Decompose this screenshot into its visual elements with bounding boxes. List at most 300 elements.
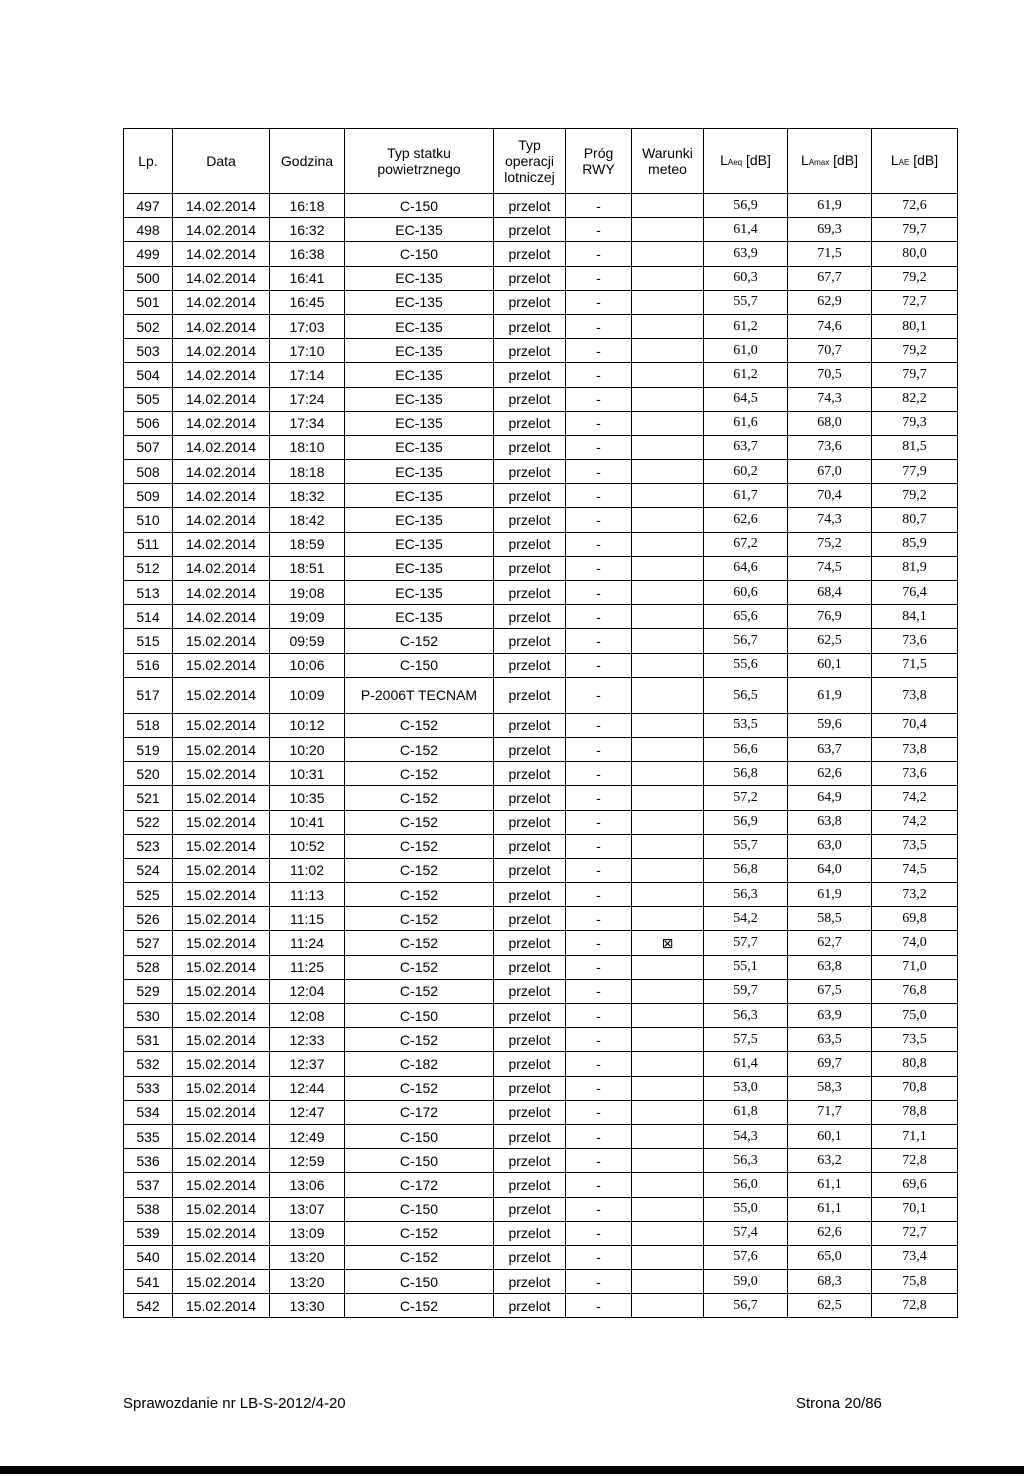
cell-threshold: -: [566, 834, 632, 858]
cell-lamax: 59,6: [788, 713, 872, 737]
cell-threshold: -: [566, 242, 632, 266]
cell-lae: 80,0: [872, 242, 958, 266]
cell-date: 15.02.2014: [173, 713, 270, 737]
cell-date: 15.02.2014: [173, 1149, 270, 1173]
cell-weather: [632, 435, 704, 459]
table-header-row: [124, 129, 958, 194]
cell-lae: 84,1: [872, 605, 958, 629]
table-row: [124, 460, 958, 484]
cell-lp: 542: [124, 1294, 173, 1318]
cell-weather: [632, 883, 704, 907]
cell-date: 15.02.2014: [173, 955, 270, 979]
table-row: [124, 508, 958, 532]
cell-threshold: -: [566, 1270, 632, 1294]
cell-laeq: 54,3: [704, 1124, 788, 1148]
cell-operation: przelot: [494, 1004, 566, 1028]
cell-weather: [632, 1149, 704, 1173]
table-row: [124, 1149, 958, 1173]
cell-lp: 520: [124, 762, 173, 786]
cell-time: 13:07: [270, 1197, 345, 1221]
cell-operation: przelot: [494, 1028, 566, 1052]
cell-lamax: 69,7: [788, 1052, 872, 1076]
cell-lamax: 60,1: [788, 1124, 872, 1148]
cell-operation: przelot: [494, 508, 566, 532]
cell-lamax: 70,5: [788, 363, 872, 387]
cell-lp: 529: [124, 979, 173, 1003]
cell-lae: 69,8: [872, 907, 958, 931]
cell-lp: 510: [124, 508, 173, 532]
cell-lp: 532: [124, 1052, 173, 1076]
cell-operation: przelot: [494, 955, 566, 979]
table-row: [124, 713, 958, 737]
cell-lp: 534: [124, 1100, 173, 1124]
cell-operation: przelot: [494, 979, 566, 1003]
table-row: [124, 1245, 958, 1269]
cell-date: 15.02.2014: [173, 1052, 270, 1076]
cell-laeq: 61,8: [704, 1100, 788, 1124]
cell-weather: [632, 762, 704, 786]
cell-laeq: 56,9: [704, 194, 788, 218]
cell-laeq: 61,4: [704, 218, 788, 242]
table-row: [124, 266, 958, 290]
cell-date: 15.02.2014: [173, 1197, 270, 1221]
cell-lp: 504: [124, 363, 173, 387]
cell-weather: [632, 834, 704, 858]
cell-operation: przelot: [494, 242, 566, 266]
cell-lp: 517: [124, 677, 173, 713]
lamax-subscript: Amax: [808, 157, 830, 167]
report-number: Sprawozdanie nr LB-S-2012/4-20: [123, 1395, 346, 1412]
cell-lp: 527: [124, 931, 173, 955]
cell-laeq: 61,6: [704, 411, 788, 435]
lamax-unit: [dB]: [829, 151, 859, 168]
cell-laeq: 56,5: [704, 677, 788, 713]
table-row: [124, 314, 958, 338]
cell-weather: [632, 460, 704, 484]
cell-lae: 73,6: [872, 629, 958, 653]
cell-threshold: -: [566, 411, 632, 435]
cell-time: 10:31: [270, 762, 345, 786]
cell-aircraft-type: EC-135: [345, 435, 494, 459]
table-row: [124, 762, 958, 786]
cell-threshold: -: [566, 1124, 632, 1148]
cell-date: 14.02.2014: [173, 387, 270, 411]
cell-threshold: -: [566, 532, 632, 556]
cell-lae: 73,4: [872, 1245, 958, 1269]
cell-time: 16:41: [270, 266, 345, 290]
cell-operation: przelot: [494, 629, 566, 653]
cell-aircraft-type: C-152: [345, 955, 494, 979]
cell-weather: [632, 411, 704, 435]
cell-weather: [632, 314, 704, 338]
cell-aircraft-type: C-150: [345, 653, 494, 677]
cell-laeq: 56,8: [704, 858, 788, 882]
cell-operation: przelot: [494, 1221, 566, 1245]
cell-aircraft-type: P-2006T TECNAM: [345, 677, 494, 713]
table-row: [124, 810, 958, 834]
cell-lamax: 62,6: [788, 762, 872, 786]
cell-operation: przelot: [494, 314, 566, 338]
cell-lamax: 74,6: [788, 314, 872, 338]
cell-weather: [632, 484, 704, 508]
cell-laeq: 53,5: [704, 713, 788, 737]
cell-operation: przelot: [494, 786, 566, 810]
cell-weather: [632, 1173, 704, 1197]
cell-lp: 538: [124, 1197, 173, 1221]
cell-operation: przelot: [494, 834, 566, 858]
cell-weather: [632, 786, 704, 810]
cell-lamax: 76,9: [788, 605, 872, 629]
cell-operation: przelot: [494, 435, 566, 459]
lae-symbol: L: [890, 151, 899, 168]
cell-date: 14.02.2014: [173, 411, 270, 435]
table-row: [124, 1221, 958, 1245]
cell-aircraft-type: C-152: [345, 762, 494, 786]
cell-threshold: -: [566, 762, 632, 786]
col-header-warunki: Warunki meteo: [632, 129, 704, 194]
cell-date: 15.02.2014: [173, 1270, 270, 1294]
cell-lae: 74,5: [872, 858, 958, 882]
cell-lamax: 70,4: [788, 484, 872, 508]
cell-date: 15.02.2014: [173, 1173, 270, 1197]
cell-aircraft-type: EC-135: [345, 266, 494, 290]
cell-date: 15.02.2014: [173, 762, 270, 786]
cell-aircraft-type: C-150: [345, 242, 494, 266]
cell-threshold: -: [566, 484, 632, 508]
table-row: [124, 435, 958, 459]
cell-time: 13:20: [270, 1245, 345, 1269]
cell-date: 15.02.2014: [173, 1221, 270, 1245]
cell-weather: [632, 629, 704, 653]
cell-lae: 82,2: [872, 387, 958, 411]
cell-lp: 501: [124, 290, 173, 314]
cell-date: 15.02.2014: [173, 931, 270, 955]
cell-time: 11:13: [270, 883, 345, 907]
cell-weather: [632, 1221, 704, 1245]
cell-threshold: -: [566, 266, 632, 290]
cell-lamax: 69,3: [788, 218, 872, 242]
cell-laeq: 60,2: [704, 460, 788, 484]
cell-time: 12:59: [270, 1149, 345, 1173]
cell-weather: [632, 979, 704, 1003]
cell-date: 15.02.2014: [173, 810, 270, 834]
laeq-symbol: L: [720, 151, 728, 168]
cell-time: 16:32: [270, 218, 345, 242]
cell-operation: przelot: [494, 810, 566, 834]
cell-lae: 79,7: [872, 218, 958, 242]
cell-lp: 515: [124, 629, 173, 653]
cell-date: 15.02.2014: [173, 1028, 270, 1052]
cell-threshold: -: [566, 435, 632, 459]
cell-aircraft-type: C-152: [345, 834, 494, 858]
cell-lamax: 63,0: [788, 834, 872, 858]
table-row: [124, 979, 958, 1003]
cell-threshold: -: [566, 713, 632, 737]
cell-time: 10:20: [270, 737, 345, 761]
cell-lae: 73,5: [872, 834, 958, 858]
cell-weather: [632, 1197, 704, 1221]
cell-laeq: 57,7: [704, 931, 788, 955]
cell-laeq: 57,5: [704, 1028, 788, 1052]
table-row: [124, 1124, 958, 1148]
cell-time: 13:06: [270, 1173, 345, 1197]
cell-lamax: 61,1: [788, 1173, 872, 1197]
table-row: [124, 1270, 958, 1294]
cell-lp: 539: [124, 1221, 173, 1245]
cell-operation: przelot: [494, 762, 566, 786]
cell-lae: 73,8: [872, 737, 958, 761]
cell-weather: [632, 858, 704, 882]
cell-threshold: -: [566, 677, 632, 713]
table-row: [124, 1173, 958, 1197]
cell-laeq: 61,0: [704, 339, 788, 363]
cell-time: 11:15: [270, 907, 345, 931]
cell-date: 14.02.2014: [173, 290, 270, 314]
cell-lamax: 68,3: [788, 1270, 872, 1294]
cell-date: 15.02.2014: [173, 834, 270, 858]
table-row: [124, 363, 958, 387]
cell-aircraft-type: C-152: [345, 810, 494, 834]
cell-time: 12:08: [270, 1004, 345, 1028]
cell-aircraft-type: C-152: [345, 629, 494, 653]
table-row: [124, 653, 958, 677]
cell-lp: 523: [124, 834, 173, 858]
cell-weather: [632, 1245, 704, 1269]
cell-threshold: -: [566, 1028, 632, 1052]
col-header-lp: Lp.: [124, 129, 173, 194]
cell-threshold: -: [566, 581, 632, 605]
cell-threshold: -: [566, 907, 632, 931]
cell-lae: 72,6: [872, 194, 958, 218]
cell-aircraft-type: C-152: [345, 883, 494, 907]
cell-lamax: 63,9: [788, 1004, 872, 1028]
cell-aircraft-type: EC-135: [345, 460, 494, 484]
cell-lp: 499: [124, 242, 173, 266]
cell-lamax: 63,8: [788, 955, 872, 979]
cell-lae: 81,5: [872, 435, 958, 459]
cell-lae: 71,1: [872, 1124, 958, 1148]
cell-lamax: 61,9: [788, 883, 872, 907]
cell-operation: przelot: [494, 290, 566, 314]
cell-date: 14.02.2014: [173, 266, 270, 290]
cell-weather: [632, 1124, 704, 1148]
cell-aircraft-type: EC-135: [345, 411, 494, 435]
table-row: [124, 290, 958, 314]
cell-lae: 71,0: [872, 955, 958, 979]
cell-date: 14.02.2014: [173, 508, 270, 532]
table-row: [124, 858, 958, 882]
cell-weather: [632, 581, 704, 605]
cell-date: 14.02.2014: [173, 314, 270, 338]
cell-threshold: -: [566, 218, 632, 242]
cell-aircraft-type: C-152: [345, 907, 494, 931]
cell-aircraft-type: C-152: [345, 1245, 494, 1269]
table-row: [124, 1294, 958, 1318]
table-row: [124, 556, 958, 580]
table-row: [124, 532, 958, 556]
cell-operation: przelot: [494, 411, 566, 435]
cell-laeq: 65,6: [704, 605, 788, 629]
cell-date: 15.02.2014: [173, 883, 270, 907]
cell-time: 17:24: [270, 387, 345, 411]
cell-threshold: -: [566, 737, 632, 761]
cell-date: 14.02.2014: [173, 435, 270, 459]
cell-lae: 77,9: [872, 460, 958, 484]
cell-lae: 74,2: [872, 810, 958, 834]
table-row: [124, 1197, 958, 1221]
cell-lae: 79,3: [872, 411, 958, 435]
cell-operation: przelot: [494, 1173, 566, 1197]
cell-time: 18:42: [270, 508, 345, 532]
cell-aircraft-type: C-152: [345, 858, 494, 882]
table-row: [124, 834, 958, 858]
cell-laeq: 56,7: [704, 629, 788, 653]
table-row: [124, 907, 958, 931]
cell-time: 16:45: [270, 290, 345, 314]
col-header-lae: [872, 129, 958, 194]
cell-weather: ⊠: [632, 931, 704, 955]
cell-lae: 74,2: [872, 786, 958, 810]
cell-laeq: 54,2: [704, 907, 788, 931]
laeq-subscript: Aeq: [727, 157, 743, 167]
cell-operation: przelot: [494, 1100, 566, 1124]
cell-laeq: 67,2: [704, 532, 788, 556]
cell-aircraft-type: EC-135: [345, 290, 494, 314]
cell-date: 15.02.2014: [173, 786, 270, 810]
cell-time: 10:41: [270, 810, 345, 834]
cell-threshold: -: [566, 1173, 632, 1197]
cell-date: 14.02.2014: [173, 532, 270, 556]
cell-lamax: 61,9: [788, 194, 872, 218]
cell-lamax: 68,0: [788, 411, 872, 435]
cell-laeq: 55,7: [704, 290, 788, 314]
cell-operation: przelot: [494, 605, 566, 629]
page-number: Strona 20/86: [796, 1395, 882, 1412]
cell-laeq: 62,6: [704, 508, 788, 532]
cell-lp: 516: [124, 653, 173, 677]
cell-time: 11:25: [270, 955, 345, 979]
cell-lp: 524: [124, 858, 173, 882]
cell-time: 12:04: [270, 979, 345, 1003]
measurement-sheet: [123, 128, 958, 1318]
cell-weather: [632, 653, 704, 677]
cell-lamax: 74,5: [788, 556, 872, 580]
cell-time: 17:34: [270, 411, 345, 435]
table-row: [124, 1028, 958, 1052]
cell-lamax: 62,7: [788, 931, 872, 955]
lamax-symbol: L: [800, 151, 809, 168]
cell-weather: [632, 677, 704, 713]
cell-weather: [632, 556, 704, 580]
cell-time: 16:38: [270, 242, 345, 266]
cell-operation: przelot: [494, 363, 566, 387]
cell-lp: 519: [124, 737, 173, 761]
cell-operation: przelot: [494, 194, 566, 218]
cell-laeq: 64,6: [704, 556, 788, 580]
cell-date: 14.02.2014: [173, 484, 270, 508]
cell-lp: 521: [124, 786, 173, 810]
cell-laeq: 56,3: [704, 1004, 788, 1028]
cell-lp: 506: [124, 411, 173, 435]
footer-rule: [0, 1466, 1024, 1474]
cell-date: 15.02.2014: [173, 1004, 270, 1028]
table-row: [124, 242, 958, 266]
cell-weather: [632, 387, 704, 411]
cell-lp: 541: [124, 1270, 173, 1294]
cell-aircraft-type: C-150: [345, 1149, 494, 1173]
cell-lp: 508: [124, 460, 173, 484]
cell-aircraft-type: EC-135: [345, 484, 494, 508]
cell-laeq: 56,8: [704, 762, 788, 786]
cell-threshold: -: [566, 1004, 632, 1028]
cell-threshold: -: [566, 605, 632, 629]
cell-aircraft-type: C-150: [345, 1270, 494, 1294]
cell-lamax: 62,5: [788, 629, 872, 653]
cell-lae: 80,7: [872, 508, 958, 532]
cell-threshold: -: [566, 786, 632, 810]
cell-lp: 497: [124, 194, 173, 218]
cell-lamax: 65,0: [788, 1245, 872, 1269]
cell-lae: 72,7: [872, 290, 958, 314]
cell-lae: 79,2: [872, 266, 958, 290]
cell-weather: [632, 1270, 704, 1294]
cell-threshold: -: [566, 194, 632, 218]
cell-time: 19:09: [270, 605, 345, 629]
cell-aircraft-type: EC-135: [345, 581, 494, 605]
cell-aircraft-type: EC-135: [345, 605, 494, 629]
cell-threshold: -: [566, 363, 632, 387]
cell-lamax: 62,5: [788, 1294, 872, 1318]
cell-time: 10:35: [270, 786, 345, 810]
cell-laeq: 56,3: [704, 883, 788, 907]
cell-laeq: 60,3: [704, 266, 788, 290]
cell-lp: 509: [124, 484, 173, 508]
cell-lae: 85,9: [872, 532, 958, 556]
col-header-typ-statku: Typ statku powietrznego: [345, 129, 494, 194]
cell-operation: przelot: [494, 1124, 566, 1148]
cell-operation: przelot: [494, 713, 566, 737]
cell-date: 15.02.2014: [173, 737, 270, 761]
cell-laeq: 61,7: [704, 484, 788, 508]
cell-aircraft-type: C-152: [345, 1221, 494, 1245]
cell-lae: 73,6: [872, 762, 958, 786]
cell-laeq: 63,9: [704, 242, 788, 266]
col-header-laeq: [704, 129, 788, 194]
table-row: [124, 411, 958, 435]
cell-aircraft-type: C-152: [345, 1028, 494, 1052]
cell-lamax: 67,0: [788, 460, 872, 484]
cell-lae: 71,5: [872, 653, 958, 677]
cell-aircraft-type: EC-135: [345, 339, 494, 363]
cell-lp: 531: [124, 1028, 173, 1052]
cell-time: 19:08: [270, 581, 345, 605]
cell-aircraft-type: C-172: [345, 1100, 494, 1124]
cell-lamax: 74,3: [788, 508, 872, 532]
cell-lp: 540: [124, 1245, 173, 1269]
cell-lae: 70,4: [872, 713, 958, 737]
cell-time: 12:47: [270, 1100, 345, 1124]
cell-threshold: -: [566, 1149, 632, 1173]
cell-lamax: 62,9: [788, 290, 872, 314]
cell-laeq: 61,2: [704, 314, 788, 338]
cell-lae: 72,8: [872, 1294, 958, 1318]
cell-date: 14.02.2014: [173, 605, 270, 629]
cell-threshold: -: [566, 339, 632, 363]
cell-threshold: -: [566, 1221, 632, 1245]
cell-date: 15.02.2014: [173, 653, 270, 677]
cell-lamax: 73,6: [788, 435, 872, 459]
cell-lamax: 58,3: [788, 1076, 872, 1100]
